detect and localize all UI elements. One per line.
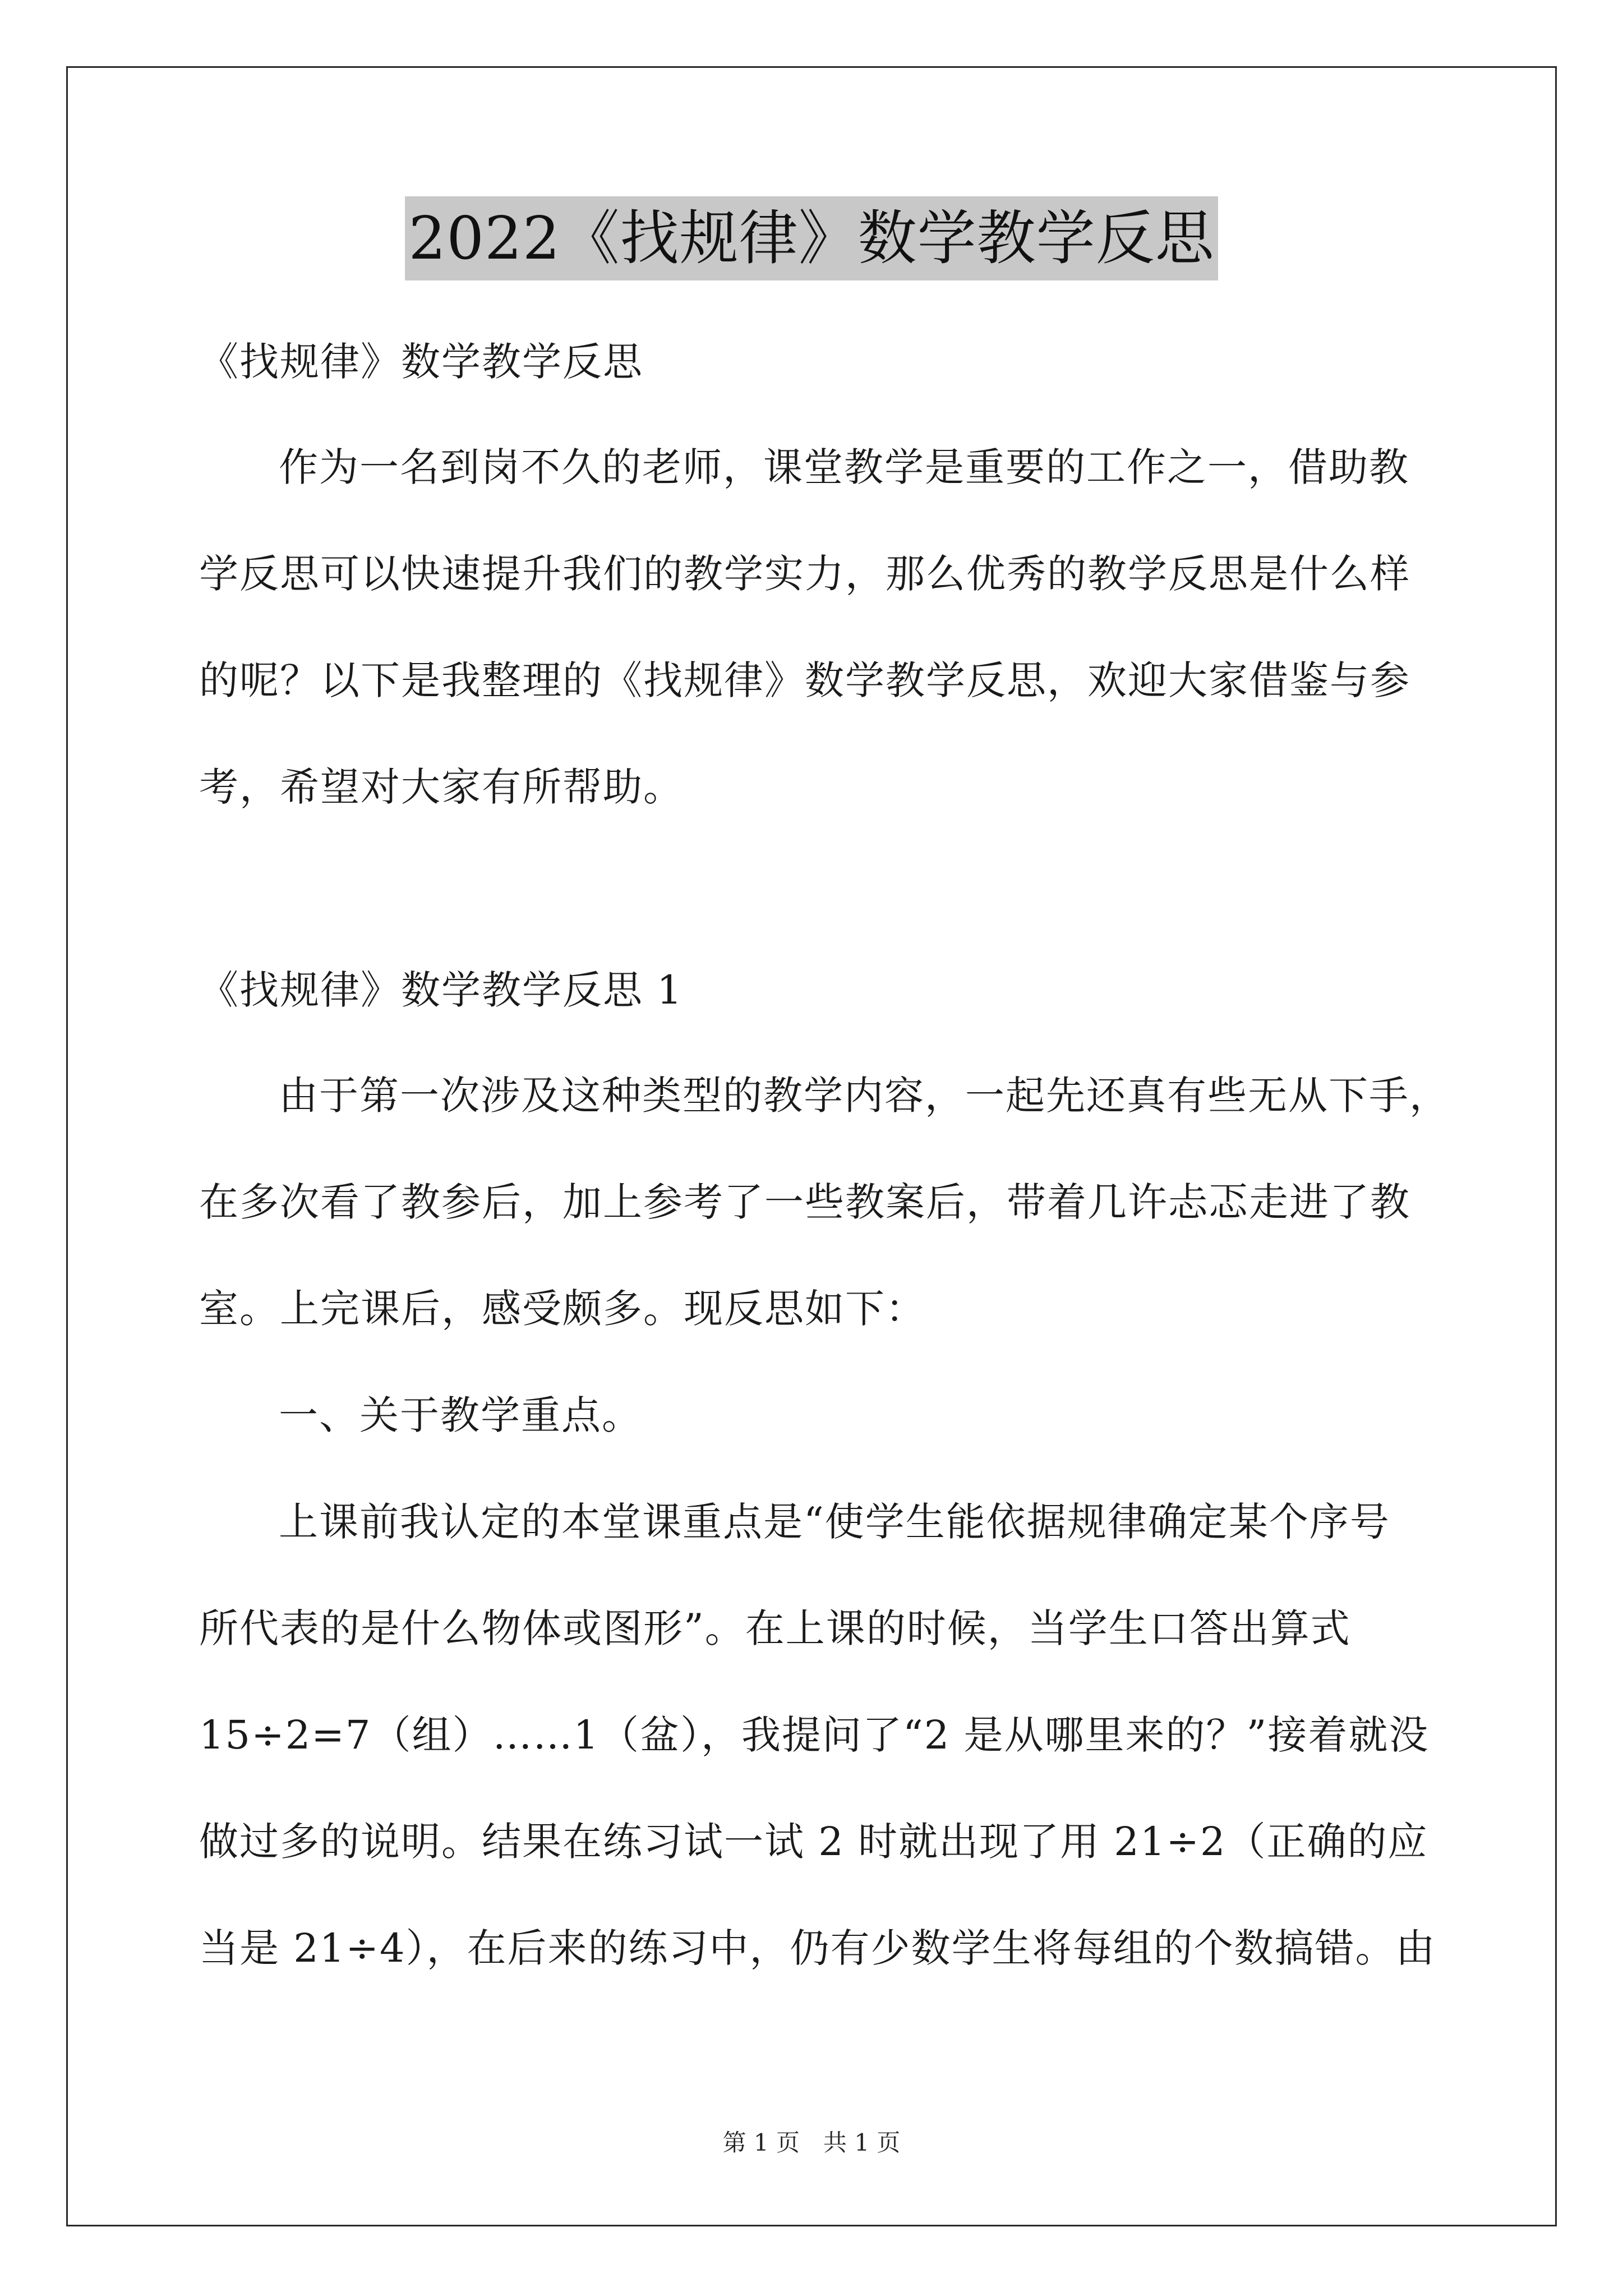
paragraph-line: 的呢？以下是我整理的《找规律》数学教学反思，欢迎大家借鉴与参 bbox=[199, 657, 1410, 703]
paragraph-line: 15÷2=7（组）……1（盆），我提问了“2 是从哪里来的？”接着就没 bbox=[199, 1712, 1430, 1758]
subheading-line: 一、关于教学重点。 bbox=[279, 1392, 642, 1438]
title-container bbox=[0, 196, 1623, 280]
paragraph-line: 当是 21÷4），在后来的练习中，仍有少数学生将每组的个数搞错。由 bbox=[199, 1925, 1436, 1971]
section-heading-intro: 《找规律》数学教学反思 bbox=[199, 339, 643, 385]
document-title: 2022《找规律》数学教学反思 bbox=[405, 196, 1218, 280]
paragraph-line: 学反思可以快速提升我们的教学实力，那么优秀的教学反思是什么样 bbox=[199, 551, 1410, 597]
page-border bbox=[66, 66, 1557, 2226]
page-footer: 第 1 页 共 1 页 bbox=[722, 2129, 901, 2156]
paragraph-line: 由于第一次涉及这种类型的教学内容，一起先还真有些无从下手， bbox=[279, 1073, 1450, 1119]
paragraph-line: 上课前我认定的本堂课重点是“使学生能依据规律确定某个序号 bbox=[279, 1499, 1390, 1545]
paragraph-line: 所代表的是什么物体或图形”。在上课的时候，当学生口答出算式 bbox=[199, 1605, 1351, 1651]
paragraph-line: 作为一名到岗不久的老师，课堂教学是重要的工作之一，借助教 bbox=[279, 444, 1409, 490]
paragraph-line: 考，希望对大家有所帮助。 bbox=[199, 764, 684, 810]
section-heading-1: 《找规律》数学教学反思 1 bbox=[199, 967, 683, 1013]
paragraph-line: 做过多的说明。结果在练习试一试 2 时就出现了用 21÷2（正确的应 bbox=[199, 1819, 1428, 1865]
paragraph-line: 室。上完课后，感受颇多。现反思如下： bbox=[199, 1286, 926, 1332]
paragraph-line: 在多次看了教参后，加上参考了一些教案后，带着几许忐忑走进了教 bbox=[199, 1179, 1410, 1225]
